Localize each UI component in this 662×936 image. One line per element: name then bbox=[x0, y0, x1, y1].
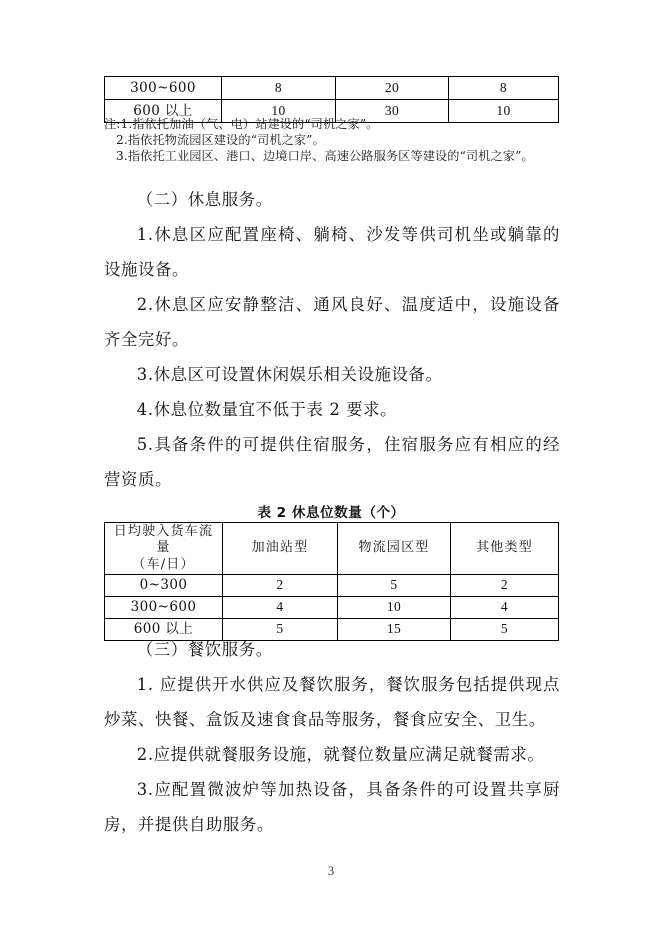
table2-r0-gas-station: 2 bbox=[223, 574, 338, 596]
table2-r1-gas-station: 4 bbox=[223, 596, 338, 618]
section-rest-service bbox=[104, 182, 560, 497]
table1-note-1: 注:1.指依托加油（气、电）站建设的“司机之家”。 bbox=[104, 117, 379, 131]
table2-r2-gas-station: 5 bbox=[223, 618, 338, 640]
section-rest-heading: （二）休息服务。 bbox=[136, 190, 273, 209]
table-2-wrapper bbox=[104, 522, 559, 641]
section-rest-item-3: 3.休息区可设置休闲娱乐相关设施设备。 bbox=[136, 365, 443, 384]
table-row bbox=[105, 596, 559, 618]
table2-header-gas-station bbox=[223, 523, 338, 575]
table2-r2-other: 5 bbox=[451, 618, 559, 640]
table2-header-logistics bbox=[338, 523, 451, 575]
table1-r1-other: 10 bbox=[449, 100, 559, 123]
section-food-item-1: 1. 应提供开水供应及餐饮服务，餐饮服务包括提供现点炒菜、快餐、盒饭及速食食品等服务，餐食应安全、卫生。 bbox=[104, 675, 560, 729]
table1-r0-other: 8 bbox=[449, 77, 559, 100]
table2-r2-logistics: 15 bbox=[338, 618, 451, 640]
table2-header-flow-line2: （车/日） bbox=[132, 556, 195, 572]
table-2 bbox=[104, 522, 559, 641]
section-food-heading: （三）餐饮服务。 bbox=[136, 640, 273, 659]
page-number: 3 bbox=[327, 864, 335, 878]
table1-r1-gas-station: 10 bbox=[222, 100, 336, 123]
section-food-item-2: 2.应提供就餐服务设施，就餐位数量应满足就餐需求。 bbox=[136, 745, 545, 764]
table2-r2-range: 600 以上 bbox=[105, 618, 223, 640]
table2-header-logistics-label: 物流园区型 bbox=[358, 540, 430, 556]
table2-r0-range: 0~300 bbox=[105, 574, 223, 596]
table1-note-2: 2.指依托物流园区建设的“司机之家”。 bbox=[116, 133, 325, 148]
table1-r1-logistics: 30 bbox=[336, 100, 449, 123]
table2-header-flow-line1: 日均驶入货车流量 bbox=[113, 524, 214, 556]
table1-r0-range: 300~600 bbox=[105, 77, 222, 100]
table-row bbox=[105, 574, 559, 596]
section-rest-item-4: 4.休息位数量宜不低于表 2 要求。 bbox=[136, 400, 398, 419]
table-header-row bbox=[105, 523, 559, 575]
table1-r0-gas-station: 8 bbox=[222, 77, 336, 100]
table1-r1-range: 600 以上 bbox=[105, 100, 222, 123]
section-food-service bbox=[104, 632, 560, 842]
section-food-item-3: 3.应配置微波炉等加热设备，具备条件的可设置共享厨房，并提供自助服务。 bbox=[104, 780, 560, 834]
table-row bbox=[105, 77, 559, 100]
table2-header-gas-station-label: 加油站型 bbox=[251, 540, 309, 556]
table2-header-other bbox=[451, 523, 559, 575]
section-rest-item-5: 5.具备条件的可提供住宿服务，住宿服务应有相应的经营资质。 bbox=[104, 435, 560, 489]
table1-note-3: 3.指依托工业园区、港口、边境口岸、高速公路服务区等建设的“司机之家”。 bbox=[116, 149, 534, 164]
table2-r0-logistics: 5 bbox=[338, 574, 451, 596]
section-rest-item-1: 1.休息区应配置座椅、躺椅、沙发等供司机坐或躺靠的设施设备。 bbox=[104, 225, 560, 279]
table2-header-flow bbox=[105, 523, 223, 575]
table1-r0-logistics: 20 bbox=[336, 77, 449, 100]
section-rest-item-2: 2.休息区应安静整洁、通风良好、温度适中，设施设备齐全完好。 bbox=[104, 295, 560, 349]
table2-header-other-label: 其他类型 bbox=[476, 540, 533, 556]
table-1-notes bbox=[104, 116, 564, 165]
table-2-caption: 表 2 休息位数量（个） bbox=[257, 505, 405, 521]
table2-r1-other: 4 bbox=[451, 596, 559, 618]
table2-r1-range: 300~600 bbox=[105, 596, 223, 618]
table2-r1-logistics: 10 bbox=[338, 596, 451, 618]
table2-r0-other: 2 bbox=[451, 574, 559, 596]
